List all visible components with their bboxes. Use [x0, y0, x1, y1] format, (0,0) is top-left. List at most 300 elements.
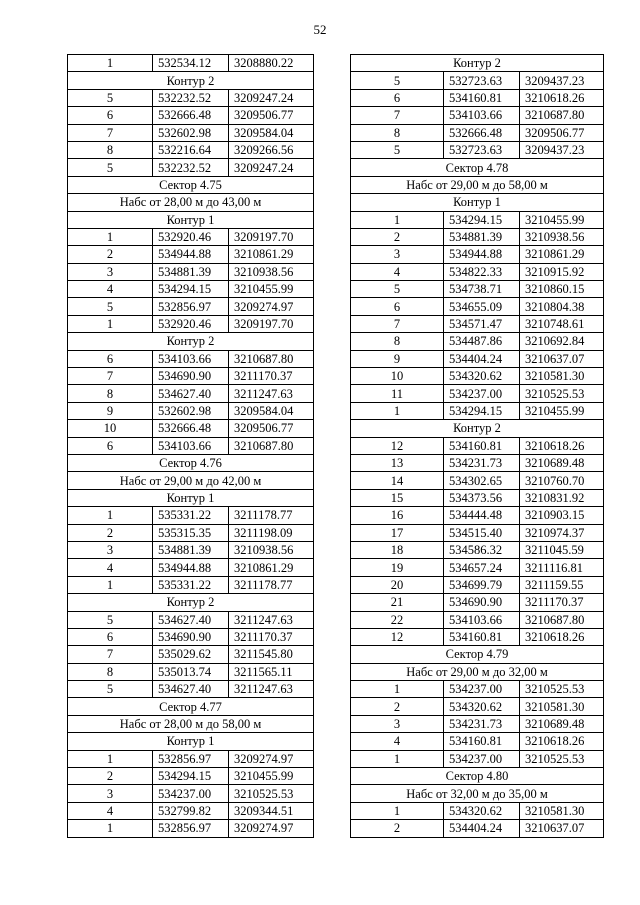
coordinates-table-right	[350, 54, 604, 838]
x-coordinate-cell: 534237.00	[444, 681, 520, 698]
y-coordinate-cell: 3209247.24	[229, 89, 314, 106]
coordinate-row	[351, 281, 604, 298]
coordinate-row	[68, 628, 314, 645]
y-coordinate-cell: 3211247.63	[229, 611, 314, 628]
y-coordinate-cell: 3210974.37	[520, 524, 604, 541]
y-coordinate-cell: 3210525.53	[520, 385, 604, 402]
x-coordinate-cell: 532232.52	[153, 159, 229, 176]
coordinate-row	[68, 385, 314, 402]
point-number-cell: 1	[68, 55, 153, 72]
point-number-cell: 5	[68, 611, 153, 628]
y-coordinate-cell: 3210581.30	[520, 802, 604, 819]
section-header-row	[68, 594, 314, 611]
coordinate-row	[68, 298, 314, 315]
section-header-cell: Контур 1	[351, 194, 604, 211]
coordinate-row	[68, 802, 314, 819]
y-coordinate-cell: 3211170.37	[520, 594, 604, 611]
point-number-cell: 11	[351, 385, 444, 402]
section-header-cell: Контур 1	[68, 489, 314, 506]
point-number-cell: 20	[351, 576, 444, 593]
point-number-cell: 1	[351, 750, 444, 767]
x-coordinate-cell: 534487.86	[444, 333, 520, 350]
y-coordinate-cell: 3209247.24	[229, 159, 314, 176]
y-coordinate-cell: 3209584.04	[229, 124, 314, 141]
coordinate-row	[68, 107, 314, 124]
coordinate-row	[68, 768, 314, 785]
x-coordinate-cell: 534231.73	[444, 454, 520, 471]
section-header-cell: Набс от 28,00 м до 43,00 м	[68, 194, 314, 211]
x-coordinate-cell: 534103.66	[444, 107, 520, 124]
x-coordinate-cell: 534320.62	[444, 698, 520, 715]
point-number-cell: 4	[68, 281, 153, 298]
coordinate-row	[68, 576, 314, 593]
point-number-cell: 12	[351, 437, 444, 454]
y-coordinate-cell: 3211170.37	[229, 368, 314, 385]
point-number-cell: 6	[68, 350, 153, 367]
coordinate-row	[68, 559, 314, 576]
section-header-cell: Сектор 4.79	[351, 646, 604, 663]
coordinate-row	[68, 437, 314, 454]
point-number-cell: 3	[68, 263, 153, 280]
x-coordinate-cell: 534944.88	[153, 559, 229, 576]
y-coordinate-cell: 3209266.56	[229, 141, 314, 158]
y-coordinate-cell: 3210861.29	[520, 246, 604, 263]
x-coordinate-cell: 532856.97	[153, 298, 229, 315]
coordinate-row	[68, 524, 314, 541]
point-number-cell: 2	[351, 698, 444, 715]
coordinate-row	[68, 159, 314, 176]
x-coordinate-cell: 534294.15	[444, 211, 520, 228]
coordinate-row	[68, 681, 314, 698]
point-number-cell: 7	[351, 315, 444, 332]
point-number-cell: 6	[68, 628, 153, 645]
coordinate-row	[68, 368, 314, 385]
x-coordinate-cell: 535315.35	[153, 524, 229, 541]
y-coordinate-cell: 3211247.63	[229, 385, 314, 402]
x-coordinate-cell: 534881.39	[153, 541, 229, 558]
coordinate-row	[68, 750, 314, 767]
y-coordinate-cell: 3211116.81	[520, 559, 604, 576]
coordinate-row	[68, 89, 314, 106]
x-coordinate-cell: 532216.64	[153, 141, 229, 158]
point-number-cell: 7	[68, 124, 153, 141]
point-number-cell: 8	[351, 333, 444, 350]
point-number-cell: 5	[68, 681, 153, 698]
coordinate-row	[351, 733, 604, 750]
coordinate-row	[68, 420, 314, 437]
point-number-cell: 1	[351, 402, 444, 419]
point-number-cell: 2	[68, 524, 153, 541]
y-coordinate-cell: 3210692.84	[520, 333, 604, 350]
coordinate-row	[351, 541, 604, 558]
section-header-row	[68, 454, 314, 471]
coordinate-row	[351, 698, 604, 715]
coordinate-row	[68, 611, 314, 628]
coordinate-row	[68, 141, 314, 158]
coordinate-row	[351, 820, 604, 837]
point-number-cell: 8	[68, 141, 153, 158]
point-number-cell: 1	[68, 576, 153, 593]
point-number-cell: 2	[68, 246, 153, 263]
y-coordinate-cell: 3211170.37	[229, 628, 314, 645]
section-header-row	[68, 72, 314, 89]
coordinate-row	[68, 281, 314, 298]
point-number-cell: 1	[351, 802, 444, 819]
coordinate-row	[68, 315, 314, 332]
y-coordinate-cell: 3210581.30	[520, 698, 604, 715]
coordinate-row	[68, 402, 314, 419]
y-coordinate-cell: 3211545.80	[229, 646, 314, 663]
y-coordinate-cell: 3210831.92	[520, 489, 604, 506]
point-number-cell: 13	[351, 454, 444, 471]
coordinate-row	[351, 524, 604, 541]
y-coordinate-cell: 3210861.29	[229, 246, 314, 263]
coordinate-row	[68, 785, 314, 802]
y-coordinate-cell: 3210581.30	[520, 368, 604, 385]
y-coordinate-cell: 3210915.92	[520, 263, 604, 280]
coordinate-row	[351, 333, 604, 350]
y-coordinate-cell: 3211045.59	[520, 541, 604, 558]
y-coordinate-cell: 3209274.97	[229, 298, 314, 315]
y-coordinate-cell: 3208880.22	[229, 55, 314, 72]
section-header-row	[351, 176, 604, 193]
x-coordinate-cell: 534944.88	[153, 246, 229, 263]
x-coordinate-cell: 534404.24	[444, 350, 520, 367]
y-coordinate-cell: 3210903.15	[520, 507, 604, 524]
point-number-cell: 7	[68, 368, 153, 385]
coordinate-row	[68, 507, 314, 524]
x-coordinate-cell: 534160.81	[444, 628, 520, 645]
coordinate-row	[351, 141, 604, 158]
section-header-row	[68, 472, 314, 489]
coordinate-row	[351, 454, 604, 471]
x-coordinate-cell: 534655.09	[444, 298, 520, 315]
coordinate-row	[351, 89, 604, 106]
section-header-cell: Контур 2	[351, 420, 604, 437]
x-coordinate-cell: 534160.81	[444, 89, 520, 106]
coordinate-row	[68, 541, 314, 558]
x-coordinate-cell: 535013.74	[153, 663, 229, 680]
x-coordinate-cell: 534404.24	[444, 820, 520, 837]
x-coordinate-cell: 534657.24	[444, 559, 520, 576]
point-number-cell: 5	[351, 72, 444, 89]
x-coordinate-cell: 534231.73	[444, 715, 520, 732]
point-number-cell: 9	[68, 402, 153, 419]
point-number-cell: 3	[68, 541, 153, 558]
coordinate-row	[68, 124, 314, 141]
point-number-cell: 5	[68, 159, 153, 176]
coordinate-row	[351, 559, 604, 576]
point-number-cell: 7	[68, 646, 153, 663]
x-coordinate-cell: 534515.40	[444, 524, 520, 541]
point-number-cell: 2	[351, 820, 444, 837]
point-number-cell: 15	[351, 489, 444, 506]
y-coordinate-cell: 3210455.99	[520, 211, 604, 228]
point-number-cell: 3	[351, 715, 444, 732]
x-coordinate-cell: 532666.48	[153, 420, 229, 437]
point-number-cell: 5	[68, 298, 153, 315]
x-coordinate-cell: 534294.15	[153, 281, 229, 298]
point-number-cell: 4	[68, 802, 153, 819]
x-coordinate-cell: 534944.88	[444, 246, 520, 263]
y-coordinate-cell: 3210618.26	[520, 89, 604, 106]
coordinate-row	[68, 820, 314, 837]
x-coordinate-cell: 535331.22	[153, 576, 229, 593]
y-coordinate-cell: 3210687.80	[229, 437, 314, 454]
coordinate-row	[351, 715, 604, 732]
coordinate-row	[68, 663, 314, 680]
x-coordinate-cell: 532799.82	[153, 802, 229, 819]
x-coordinate-cell: 534699.79	[444, 576, 520, 593]
point-number-cell: 1	[68, 507, 153, 524]
y-coordinate-cell: 3210618.26	[520, 733, 604, 750]
coordinates-table-left	[67, 54, 314, 838]
section-header-row	[68, 211, 314, 228]
coordinate-row	[351, 385, 604, 402]
y-coordinate-cell: 3209344.51	[229, 802, 314, 819]
point-number-cell: 1	[68, 228, 153, 245]
point-number-cell: 8	[68, 385, 153, 402]
point-number-cell: 1	[351, 681, 444, 698]
y-coordinate-cell: 3210525.53	[520, 750, 604, 767]
coordinate-row	[68, 263, 314, 280]
point-number-cell: 5	[351, 281, 444, 298]
point-number-cell: 3	[68, 785, 153, 802]
y-coordinate-cell: 3210861.29	[229, 559, 314, 576]
point-number-cell: 2	[68, 768, 153, 785]
coordinate-row	[351, 368, 604, 385]
point-number-cell: 4	[351, 733, 444, 750]
section-header-cell: Сектор 4.77	[68, 698, 314, 715]
point-number-cell: 16	[351, 507, 444, 524]
x-coordinate-cell: 534881.39	[153, 263, 229, 280]
point-number-cell: 1	[68, 750, 153, 767]
x-coordinate-cell: 532232.52	[153, 89, 229, 106]
section-header-cell: Контур 2	[68, 72, 314, 89]
coordinate-row	[351, 489, 604, 506]
coordinate-row	[351, 263, 604, 280]
section-header-cell: Набс от 29,00 м до 58,00 м	[351, 176, 604, 193]
x-coordinate-cell: 534571.47	[444, 315, 520, 332]
coordinate-row	[351, 228, 604, 245]
section-header-row	[68, 333, 314, 350]
section-header-row	[351, 646, 604, 663]
y-coordinate-cell: 3211565.11	[229, 663, 314, 680]
section-header-cell: Сектор 4.80	[351, 768, 604, 785]
section-header-cell: Сектор 4.78	[351, 159, 604, 176]
x-coordinate-cell: 534320.62	[444, 802, 520, 819]
section-header-row	[351, 785, 604, 802]
y-coordinate-cell: 3209584.04	[229, 402, 314, 419]
coordinate-row	[351, 246, 604, 263]
coordinate-row	[68, 55, 314, 72]
point-number-cell: 6	[68, 107, 153, 124]
y-coordinate-cell: 3211159.55	[520, 576, 604, 593]
x-coordinate-cell: 532856.97	[153, 820, 229, 837]
coordinate-row	[68, 350, 314, 367]
point-number-cell: 6	[68, 437, 153, 454]
point-number-cell: 12	[351, 628, 444, 645]
y-coordinate-cell: 3209506.77	[229, 420, 314, 437]
x-coordinate-cell: 532723.63	[444, 72, 520, 89]
x-coordinate-cell: 532920.46	[153, 315, 229, 332]
y-coordinate-cell: 3210687.80	[229, 350, 314, 367]
y-coordinate-cell: 3210687.80	[520, 107, 604, 124]
x-coordinate-cell: 534822.33	[444, 263, 520, 280]
x-coordinate-cell: 535029.62	[153, 646, 229, 663]
x-coordinate-cell: 534690.90	[153, 628, 229, 645]
section-header-row	[68, 698, 314, 715]
x-coordinate-cell: 532666.48	[153, 107, 229, 124]
section-header-cell: Контур 2	[68, 333, 314, 350]
x-coordinate-cell: 534237.00	[444, 385, 520, 402]
y-coordinate-cell: 3210804.38	[520, 298, 604, 315]
x-coordinate-cell: 534160.81	[444, 437, 520, 454]
x-coordinate-cell: 534373.56	[444, 489, 520, 506]
y-coordinate-cell: 3210455.99	[229, 281, 314, 298]
y-coordinate-cell: 3209197.70	[229, 315, 314, 332]
y-coordinate-cell: 3209274.97	[229, 750, 314, 767]
coordinate-row	[351, 594, 604, 611]
y-coordinate-cell: 3210938.56	[229, 541, 314, 558]
section-header-cell: Набс от 29,00 м до 32,00 м	[351, 663, 604, 680]
x-coordinate-cell: 534690.90	[153, 368, 229, 385]
x-coordinate-cell: 534294.15	[153, 768, 229, 785]
y-coordinate-cell: 3210687.80	[520, 611, 604, 628]
y-coordinate-cell: 3210689.48	[520, 454, 604, 471]
y-coordinate-cell: 3210525.53	[229, 785, 314, 802]
x-coordinate-cell: 534627.40	[153, 681, 229, 698]
point-number-cell: 1	[351, 211, 444, 228]
point-number-cell: 8	[351, 124, 444, 141]
point-number-cell: 3	[351, 246, 444, 263]
y-coordinate-cell: 3209437.23	[520, 72, 604, 89]
y-coordinate-cell: 3210618.26	[520, 437, 604, 454]
y-coordinate-cell: 3209506.77	[520, 124, 604, 141]
coordinate-row	[351, 507, 604, 524]
page-number: 52	[313, 22, 327, 37]
coordinate-row	[351, 750, 604, 767]
section-header-row	[351, 159, 604, 176]
section-header-row	[351, 55, 604, 72]
point-number-cell: 5	[351, 141, 444, 158]
section-header-row	[68, 715, 314, 732]
section-header-row	[68, 733, 314, 750]
x-coordinate-cell: 534586.32	[444, 541, 520, 558]
coordinate-row	[351, 576, 604, 593]
y-coordinate-cell: 3209197.70	[229, 228, 314, 245]
x-coordinate-cell: 532666.48	[444, 124, 520, 141]
y-coordinate-cell: 3211247.63	[229, 681, 314, 698]
point-number-cell: 22	[351, 611, 444, 628]
section-header-row	[68, 489, 314, 506]
coordinate-row	[351, 681, 604, 698]
coordinate-row	[351, 802, 604, 819]
point-number-cell: 19	[351, 559, 444, 576]
coordinate-row	[351, 211, 604, 228]
section-header-row	[351, 663, 604, 680]
y-coordinate-cell: 3209437.23	[520, 141, 604, 158]
section-header-cell: Сектор 4.75	[68, 176, 314, 193]
point-number-cell: 18	[351, 541, 444, 558]
x-coordinate-cell: 534302.65	[444, 472, 520, 489]
y-coordinate-cell: 3210618.26	[520, 628, 604, 645]
x-coordinate-cell: 534320.62	[444, 368, 520, 385]
y-coordinate-cell: 3210637.07	[520, 820, 604, 837]
y-coordinate-cell: 3210938.56	[229, 263, 314, 280]
section-header-row	[351, 768, 604, 785]
x-coordinate-cell: 534690.90	[444, 594, 520, 611]
y-coordinate-cell: 3210455.99	[520, 402, 604, 419]
point-number-cell: 8	[68, 663, 153, 680]
point-number-cell: 21	[351, 594, 444, 611]
x-coordinate-cell: 534103.66	[153, 350, 229, 367]
section-header-row	[68, 194, 314, 211]
section-header-cell: Контур 1	[68, 733, 314, 750]
x-coordinate-cell: 535331.22	[153, 507, 229, 524]
y-coordinate-cell: 3210455.99	[229, 768, 314, 785]
section-header-cell: Контур 2	[68, 594, 314, 611]
x-coordinate-cell: 532602.98	[153, 124, 229, 141]
y-coordinate-cell: 3209506.77	[229, 107, 314, 124]
y-coordinate-cell: 3210860.15	[520, 281, 604, 298]
coordinate-row	[351, 124, 604, 141]
y-coordinate-cell: 3211178.77	[229, 576, 314, 593]
x-coordinate-cell: 532534.12	[153, 55, 229, 72]
section-header-cell: Набс от 28,00 м до 58,00 м	[68, 715, 314, 732]
point-number-cell: 4	[68, 559, 153, 576]
x-coordinate-cell: 534103.66	[153, 437, 229, 454]
x-coordinate-cell: 534237.00	[153, 785, 229, 802]
point-number-cell: 9	[351, 350, 444, 367]
coordinate-row	[68, 646, 314, 663]
coordinate-row	[351, 350, 604, 367]
x-coordinate-cell: 534444.48	[444, 507, 520, 524]
y-coordinate-cell: 3211198.09	[229, 524, 314, 541]
x-coordinate-cell: 534627.40	[153, 385, 229, 402]
coordinate-row	[351, 72, 604, 89]
point-number-cell: 6	[351, 89, 444, 106]
y-coordinate-cell: 3209274.97	[229, 820, 314, 837]
y-coordinate-cell: 3210637.07	[520, 350, 604, 367]
coordinate-row	[351, 402, 604, 419]
coordinate-row	[351, 437, 604, 454]
section-header-cell: Набс от 29,00 м до 42,00 м	[68, 472, 314, 489]
y-coordinate-cell: 3210760.70	[520, 472, 604, 489]
point-number-cell: 10	[351, 368, 444, 385]
point-number-cell: 14	[351, 472, 444, 489]
section-header-cell: Контур 2	[351, 55, 604, 72]
point-number-cell: 6	[351, 298, 444, 315]
point-number-cell: 1	[68, 315, 153, 332]
x-coordinate-cell: 534294.15	[444, 402, 520, 419]
section-header-cell: Сектор 4.76	[68, 454, 314, 471]
section-header-row	[351, 194, 604, 211]
x-coordinate-cell: 532602.98	[153, 402, 229, 419]
section-header-row	[351, 420, 604, 437]
point-number-cell: 4	[351, 263, 444, 280]
x-coordinate-cell: 534881.39	[444, 228, 520, 245]
point-number-cell: 17	[351, 524, 444, 541]
y-coordinate-cell: 3210938.56	[520, 228, 604, 245]
coordinate-row	[68, 246, 314, 263]
x-coordinate-cell: 532856.97	[153, 750, 229, 767]
coordinate-row	[351, 107, 604, 124]
y-coordinate-cell: 3210525.53	[520, 681, 604, 698]
x-coordinate-cell: 532920.46	[153, 228, 229, 245]
coordinate-row	[351, 315, 604, 332]
point-number-cell: 10	[68, 420, 153, 437]
